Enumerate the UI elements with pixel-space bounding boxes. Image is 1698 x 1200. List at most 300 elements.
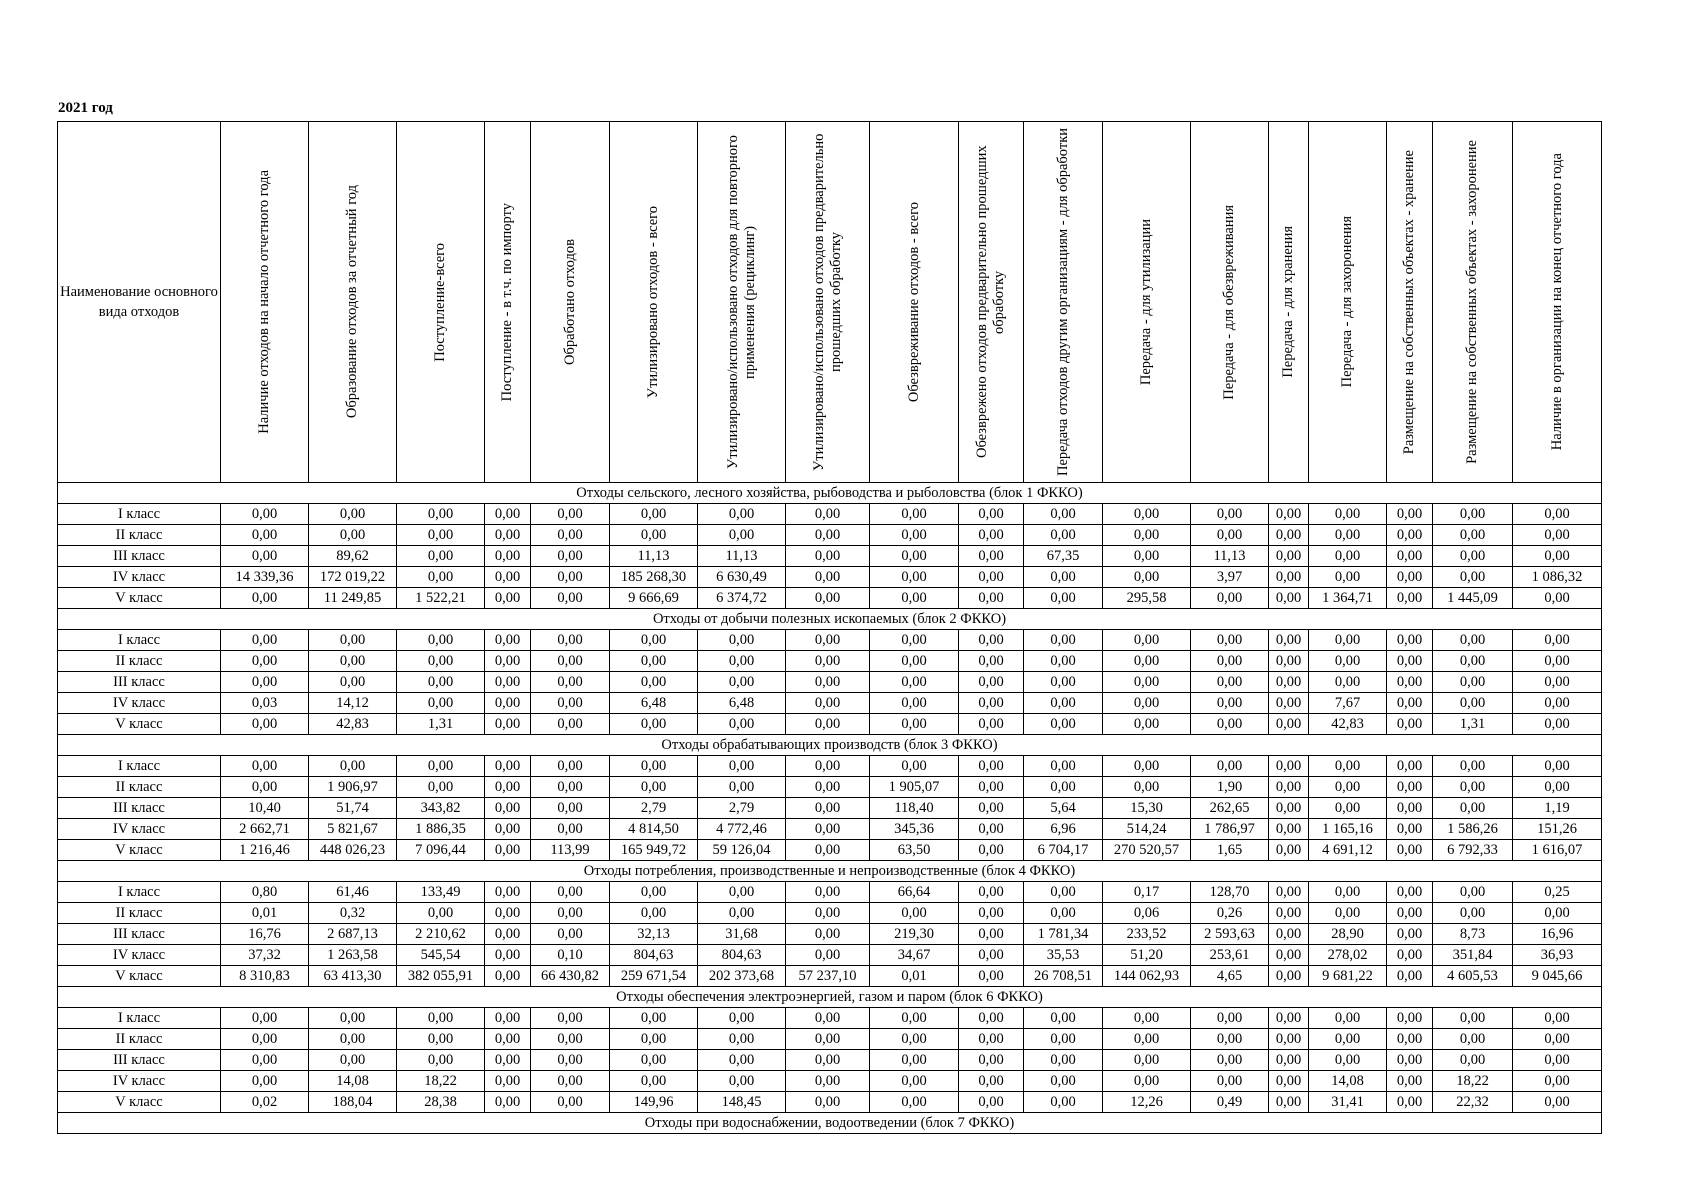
value-cell: 51,74 — [309, 798, 397, 819]
value-cell: 42,83 — [1309, 714, 1387, 735]
value-cell: 0,00 — [870, 1050, 959, 1071]
value-cell: 0,00 — [1433, 693, 1513, 714]
value-cell: 0,00 — [959, 798, 1024, 819]
value-cell: 0,00 — [1024, 756, 1103, 777]
hazard-class-cell: III класс — [58, 546, 221, 567]
value-cell: 0,00 — [531, 819, 610, 840]
value-cell: 0,00 — [870, 504, 959, 525]
hazard-class-cell: I класс — [58, 756, 221, 777]
value-cell: 0,00 — [870, 903, 959, 924]
value-cell: 0,00 — [959, 504, 1024, 525]
value-cell: 0,00 — [485, 882, 531, 903]
value-cell: 0,02 — [221, 1092, 309, 1113]
column-header — [786, 122, 870, 483]
hazard-class-cell: V класс — [58, 588, 221, 609]
column-header — [1387, 122, 1433, 483]
value-cell: 1,31 — [1433, 714, 1513, 735]
value-cell: 0,00 — [221, 714, 309, 735]
value-cell: 0,00 — [531, 630, 610, 651]
value-cell: 0,00 — [309, 672, 397, 693]
value-cell: 2 662,71 — [221, 819, 309, 840]
value-cell: 0,00 — [1309, 777, 1387, 798]
value-cell: 0,00 — [1433, 903, 1513, 924]
value-cell: 28,90 — [1309, 924, 1387, 945]
value-cell: 0,00 — [1191, 651, 1269, 672]
table-row — [58, 714, 1602, 735]
value-cell: 148,45 — [698, 1092, 786, 1113]
table-row — [58, 819, 1602, 840]
value-cell: 0,00 — [1269, 1071, 1309, 1092]
value-cell: 0,00 — [221, 1029, 309, 1050]
value-cell: 2 593,63 — [1191, 924, 1269, 945]
value-cell: 2 210,62 — [397, 924, 485, 945]
value-cell: 0,00 — [610, 1050, 698, 1071]
value-cell: 0,00 — [959, 693, 1024, 714]
value-cell: 448 026,23 — [309, 840, 397, 861]
value-cell: 0,00 — [1191, 525, 1269, 546]
hazard-class-cell: IV класс — [58, 945, 221, 966]
value-cell: 0,00 — [1024, 1029, 1103, 1050]
value-cell: 382 055,91 — [397, 966, 485, 987]
table-row — [58, 756, 1602, 777]
value-cell: 0,00 — [485, 777, 531, 798]
value-cell: 0,00 — [786, 1050, 870, 1071]
value-cell: 0,00 — [309, 651, 397, 672]
value-cell: 0,00 — [1191, 588, 1269, 609]
value-cell: 0,00 — [485, 525, 531, 546]
value-cell: 14,08 — [309, 1071, 397, 1092]
value-cell: 1 786,97 — [1191, 819, 1269, 840]
column-header — [1024, 122, 1103, 483]
value-cell: 0,00 — [397, 903, 485, 924]
column-header-label: Передача отходов другим организациям - для обработки — [1054, 127, 1071, 476]
value-cell: 0,00 — [870, 567, 959, 588]
value-cell: 0,00 — [531, 1029, 610, 1050]
value-cell: 0,25 — [1513, 882, 1602, 903]
value-cell: 0,00 — [1024, 630, 1103, 651]
value-cell: 0,00 — [531, 777, 610, 798]
value-cell: 0,00 — [1387, 819, 1433, 840]
value-cell: 0,00 — [610, 672, 698, 693]
value-cell: 0,00 — [786, 1029, 870, 1050]
value-cell: 0,00 — [397, 567, 485, 588]
block-title: Отходы от добычи полезных ископаемых (блок 2 ФККО) — [58, 609, 1602, 630]
value-cell: 0,00 — [1103, 546, 1191, 567]
value-cell: 0,00 — [959, 567, 1024, 588]
value-cell: 0,00 — [531, 588, 610, 609]
value-cell: 0,00 — [786, 651, 870, 672]
value-cell: 0,00 — [1387, 672, 1433, 693]
value-cell: 0,00 — [1103, 630, 1191, 651]
value-cell: 0,00 — [1513, 546, 1602, 567]
value-cell: 0,00 — [1513, 714, 1602, 735]
table-row — [58, 798, 1602, 819]
value-cell: 0,00 — [1387, 630, 1433, 651]
value-cell: 0,00 — [397, 693, 485, 714]
value-cell: 0,00 — [1024, 567, 1103, 588]
value-cell: 0,00 — [1103, 756, 1191, 777]
value-cell: 0,00 — [531, 756, 610, 777]
value-cell: 7,67 — [1309, 693, 1387, 714]
value-cell: 0,00 — [1269, 945, 1309, 966]
value-cell: 0,80 — [221, 882, 309, 903]
value-cell: 0,00 — [870, 756, 959, 777]
value-cell: 14,12 — [309, 693, 397, 714]
value-cell: 9 681,22 — [1309, 966, 1387, 987]
column-header-label: Передача - для хранения — [1280, 226, 1296, 378]
value-cell: 0,00 — [870, 588, 959, 609]
value-cell: 0,00 — [397, 546, 485, 567]
column-header-label: Образование отходов за отчетный год — [344, 185, 360, 419]
value-cell: 2,79 — [698, 798, 786, 819]
value-cell: 0,00 — [531, 693, 610, 714]
value-cell: 0,00 — [1387, 525, 1433, 546]
value-cell: 0,00 — [1433, 1008, 1513, 1029]
value-cell: 0,00 — [485, 714, 531, 735]
column-header-label: Наличие отходов на начало отчетного года — [256, 170, 272, 434]
value-cell: 12,26 — [1103, 1092, 1191, 1113]
value-cell: 1 586,26 — [1433, 819, 1513, 840]
value-cell: 0,00 — [221, 588, 309, 609]
value-cell: 4 814,50 — [610, 819, 698, 840]
value-cell: 0,00 — [698, 777, 786, 798]
column-header-label: Передача - для захоронения — [1339, 216, 1355, 388]
value-cell: 0,00 — [1103, 714, 1191, 735]
value-cell: 0,00 — [1024, 1071, 1103, 1092]
value-cell: 188,04 — [309, 1092, 397, 1113]
value-cell: 0,00 — [1269, 819, 1309, 840]
value-cell: 0,00 — [1513, 1071, 1602, 1092]
value-cell: 0,00 — [1513, 504, 1602, 525]
value-cell: 0,00 — [959, 1050, 1024, 1071]
value-cell: 67,35 — [1024, 546, 1103, 567]
value-cell: 0,00 — [870, 1092, 959, 1113]
value-cell: 4 691,12 — [1309, 840, 1387, 861]
value-cell: 0,00 — [221, 630, 309, 651]
value-cell: 1 086,32 — [1513, 567, 1602, 588]
value-cell: 59 126,04 — [698, 840, 786, 861]
value-cell: 0,00 — [485, 1029, 531, 1050]
table-row — [58, 945, 1602, 966]
value-cell: 0,00 — [485, 840, 531, 861]
value-cell: 0,00 — [1387, 1008, 1433, 1029]
value-cell: 10,40 — [221, 798, 309, 819]
value-cell: 0,00 — [485, 504, 531, 525]
value-cell: 0,00 — [1309, 651, 1387, 672]
value-cell: 2,79 — [610, 798, 698, 819]
value-cell: 0,00 — [1191, 630, 1269, 651]
value-cell: 7 096,44 — [397, 840, 485, 861]
value-cell: 0,00 — [959, 672, 1024, 693]
table-row — [58, 672, 1602, 693]
value-cell: 22,32 — [1433, 1092, 1513, 1113]
value-cell: 0,00 — [1387, 903, 1433, 924]
block-title: Отходы потребления, производственные и непроизводственные (блок 4 ФККО) — [58, 861, 1602, 882]
value-cell: 0,00 — [1309, 798, 1387, 819]
value-cell: 0,00 — [870, 1071, 959, 1092]
value-cell: 0,00 — [1269, 651, 1309, 672]
value-cell: 133,49 — [397, 882, 485, 903]
value-cell: 0,00 — [485, 945, 531, 966]
value-cell: 0,00 — [1269, 1050, 1309, 1071]
value-cell: 0,00 — [610, 525, 698, 546]
column-header — [531, 122, 610, 483]
value-cell: 0,00 — [610, 1008, 698, 1029]
block-title: Отходы при водоснабжении, водоотведении (блок 7 ФККО) — [58, 1113, 1602, 1134]
value-cell: 0,00 — [959, 630, 1024, 651]
value-cell: 185 268,30 — [610, 567, 698, 588]
value-cell: 66,64 — [870, 882, 959, 903]
value-cell: 4,65 — [1191, 966, 1269, 987]
value-cell: 0,00 — [397, 525, 485, 546]
value-cell: 0,00 — [1309, 1050, 1387, 1071]
value-cell: 0,00 — [610, 756, 698, 777]
value-cell: 4 772,46 — [698, 819, 786, 840]
value-cell: 0,00 — [1387, 1092, 1433, 1113]
value-cell: 0,00 — [786, 714, 870, 735]
value-cell: 0,00 — [1387, 588, 1433, 609]
value-cell: 0,26 — [1191, 903, 1269, 924]
value-cell: 0,00 — [221, 651, 309, 672]
value-cell: 0,00 — [1513, 903, 1602, 924]
value-cell: 0,00 — [1191, 672, 1269, 693]
value-cell: 0,00 — [1433, 525, 1513, 546]
value-cell: 0,00 — [1433, 546, 1513, 567]
value-cell: 0,00 — [1433, 504, 1513, 525]
value-cell: 35,53 — [1024, 945, 1103, 966]
hazard-class-cell: III класс — [58, 672, 221, 693]
value-cell: 1 906,97 — [309, 777, 397, 798]
value-cell: 57 237,10 — [786, 966, 870, 987]
value-cell: 66 430,82 — [531, 966, 610, 987]
value-cell: 31,41 — [1309, 1092, 1387, 1113]
value-cell: 18,22 — [397, 1071, 485, 1092]
value-cell: 0,00 — [786, 924, 870, 945]
table-row — [58, 903, 1602, 924]
value-cell: 0,00 — [1103, 1029, 1191, 1050]
hazard-class-cell: III класс — [58, 798, 221, 819]
hazard-class-cell: IV класс — [58, 567, 221, 588]
value-cell: 0,00 — [786, 756, 870, 777]
value-cell: 0,00 — [1433, 672, 1513, 693]
value-cell: 0,00 — [959, 1092, 1024, 1113]
value-cell: 1 216,46 — [221, 840, 309, 861]
table-row — [58, 504, 1602, 525]
value-cell: 0,00 — [1024, 903, 1103, 924]
column-header-label: Передача - для утилизации — [1138, 218, 1154, 386]
value-cell: 0,00 — [870, 630, 959, 651]
column-header — [1269, 122, 1309, 483]
value-cell: 5,64 — [1024, 798, 1103, 819]
value-cell: 0,00 — [698, 672, 786, 693]
column-header-label: Наличие в организации на конец отчетного года — [1548, 153, 1565, 451]
value-cell: 0,00 — [786, 798, 870, 819]
value-cell: 0,00 — [959, 840, 1024, 861]
value-cell: 36,93 — [1513, 945, 1602, 966]
value-cell: 1 781,34 — [1024, 924, 1103, 945]
value-cell: 0,00 — [698, 504, 786, 525]
value-cell: 0,00 — [1269, 756, 1309, 777]
column-header-label: Поступление - в т.ч. по импорту — [499, 202, 515, 402]
value-cell: 0,00 — [1269, 525, 1309, 546]
value-cell: 0,00 — [531, 567, 610, 588]
value-cell: 0,00 — [1024, 672, 1103, 693]
value-cell: 0,00 — [959, 966, 1024, 987]
value-cell: 0,00 — [1024, 882, 1103, 903]
value-cell: 0,00 — [1387, 924, 1433, 945]
value-cell: 0,00 — [531, 504, 610, 525]
value-cell: 0,00 — [1024, 651, 1103, 672]
value-cell: 0,00 — [786, 840, 870, 861]
table-row — [58, 966, 1602, 987]
value-cell: 0,00 — [1309, 903, 1387, 924]
value-cell: 6,48 — [698, 693, 786, 714]
column-header-label: Утилизировано/использовано отходов предварительно прошедших обработку — [810, 133, 844, 471]
hazard-class-cell: I класс — [58, 1008, 221, 1029]
value-cell: 0,00 — [397, 756, 485, 777]
value-cell: 0,00 — [786, 504, 870, 525]
column-header-label: Обезврежено отходов предварительно прошедших обработку — [974, 145, 1007, 459]
value-cell: 0,00 — [786, 630, 870, 651]
value-cell: 0,00 — [1387, 1029, 1433, 1050]
block-header-row — [58, 483, 1602, 504]
hazard-class-cell: V класс — [58, 966, 221, 987]
value-cell: 0,00 — [1309, 546, 1387, 567]
value-cell: 270 520,57 — [1103, 840, 1191, 861]
value-cell: 0,00 — [1433, 567, 1513, 588]
value-cell: 31,68 — [698, 924, 786, 945]
column-header — [870, 122, 959, 483]
value-cell: 262,65 — [1191, 798, 1269, 819]
value-cell: 37,32 — [221, 945, 309, 966]
value-cell: 351,84 — [1433, 945, 1513, 966]
value-cell: 0,00 — [1309, 630, 1387, 651]
hazard-class-cell: V класс — [58, 840, 221, 861]
value-cell: 0,00 — [786, 567, 870, 588]
value-cell: 0,00 — [531, 1008, 610, 1029]
value-cell: 63,50 — [870, 840, 959, 861]
value-cell: 1 445,09 — [1433, 588, 1513, 609]
hazard-class-cell: I класс — [58, 630, 221, 651]
value-cell: 149,96 — [610, 1092, 698, 1113]
value-cell: 0,00 — [1387, 546, 1433, 567]
value-cell: 0,00 — [1024, 714, 1103, 735]
value-cell: 0,00 — [1387, 840, 1433, 861]
value-cell: 343,82 — [397, 798, 485, 819]
value-cell: 0,00 — [1103, 504, 1191, 525]
value-cell: 0,00 — [959, 546, 1024, 567]
value-cell: 89,62 — [309, 546, 397, 567]
value-cell: 6,48 — [610, 693, 698, 714]
value-cell: 0,00 — [698, 903, 786, 924]
value-cell: 0,00 — [870, 714, 959, 735]
value-cell: 0,00 — [1191, 1029, 1269, 1050]
value-cell: 0,00 — [1387, 567, 1433, 588]
value-cell: 0,00 — [309, 525, 397, 546]
value-cell: 0,00 — [485, 693, 531, 714]
hazard-class-cell: III класс — [58, 924, 221, 945]
value-cell: 0,00 — [1513, 1092, 1602, 1113]
value-cell: 0,00 — [485, 924, 531, 945]
value-cell: 0,01 — [870, 966, 959, 987]
value-cell: 0,06 — [1103, 903, 1191, 924]
value-cell: 0,00 — [221, 1071, 309, 1092]
value-cell: 11 249,85 — [309, 588, 397, 609]
value-cell: 0,00 — [531, 1071, 610, 1092]
value-cell: 0,17 — [1103, 882, 1191, 903]
value-cell: 345,36 — [870, 819, 959, 840]
column-header — [1103, 122, 1191, 483]
value-cell: 6 704,17 — [1024, 840, 1103, 861]
value-cell: 0,00 — [531, 882, 610, 903]
value-cell: 0,00 — [1513, 777, 1602, 798]
table-row — [58, 1050, 1602, 1071]
value-cell: 0,00 — [698, 1008, 786, 1029]
value-cell: 0,00 — [610, 651, 698, 672]
value-cell: 0,00 — [1433, 756, 1513, 777]
value-cell: 1 905,07 — [870, 777, 959, 798]
value-cell: 0,00 — [221, 1050, 309, 1071]
value-cell: 0,00 — [1387, 945, 1433, 966]
value-cell: 15,30 — [1103, 798, 1191, 819]
value-cell: 1,31 — [397, 714, 485, 735]
value-cell: 0,00 — [1387, 882, 1433, 903]
column-header-label: Обработано отходов — [561, 239, 578, 365]
value-cell: 253,61 — [1191, 945, 1269, 966]
value-cell: 0,00 — [1103, 1071, 1191, 1092]
value-cell: 0,00 — [531, 924, 610, 945]
value-cell: 202 373,68 — [698, 966, 786, 987]
column-header — [1513, 122, 1602, 483]
value-cell: 233,52 — [1103, 924, 1191, 945]
column-header — [1191, 122, 1269, 483]
value-cell: 0,00 — [1433, 630, 1513, 651]
value-cell: 0,00 — [1103, 1050, 1191, 1071]
table-row — [58, 1071, 1602, 1092]
value-cell: 0,00 — [221, 546, 309, 567]
hazard-class-cell: II класс — [58, 525, 221, 546]
value-cell: 11,13 — [1191, 546, 1269, 567]
value-cell: 0,00 — [959, 903, 1024, 924]
value-cell: 0,00 — [221, 504, 309, 525]
year-label: 2021 год — [58, 100, 113, 116]
value-cell: 0,00 — [786, 819, 870, 840]
value-cell: 1 263,58 — [309, 945, 397, 966]
value-cell: 0,00 — [397, 630, 485, 651]
value-cell: 14 339,36 — [221, 567, 309, 588]
column-header-name: Наименование основного вида отходов — [58, 122, 221, 483]
table-row — [58, 588, 1602, 609]
value-cell: 9 045,66 — [1513, 966, 1602, 987]
value-cell: 61,46 — [309, 882, 397, 903]
value-cell: 0,00 — [1269, 882, 1309, 903]
value-cell: 0,00 — [698, 630, 786, 651]
value-cell: 0,00 — [1387, 714, 1433, 735]
value-cell: 0,00 — [1269, 588, 1309, 609]
column-header-label: Обезвреживание отходов - всего — [905, 201, 922, 403]
value-cell: 0,00 — [786, 1008, 870, 1029]
block-header-row — [58, 609, 1602, 630]
value-cell: 118,40 — [870, 798, 959, 819]
value-cell: 16,76 — [221, 924, 309, 945]
value-cell: 0,00 — [485, 651, 531, 672]
value-cell: 0,00 — [1269, 966, 1309, 987]
value-cell: 0,00 — [1433, 798, 1513, 819]
value-cell: 3,97 — [1191, 567, 1269, 588]
value-cell: 0,00 — [1269, 693, 1309, 714]
waste-table — [57, 121, 1602, 1134]
value-cell: 4 605,53 — [1433, 966, 1513, 987]
